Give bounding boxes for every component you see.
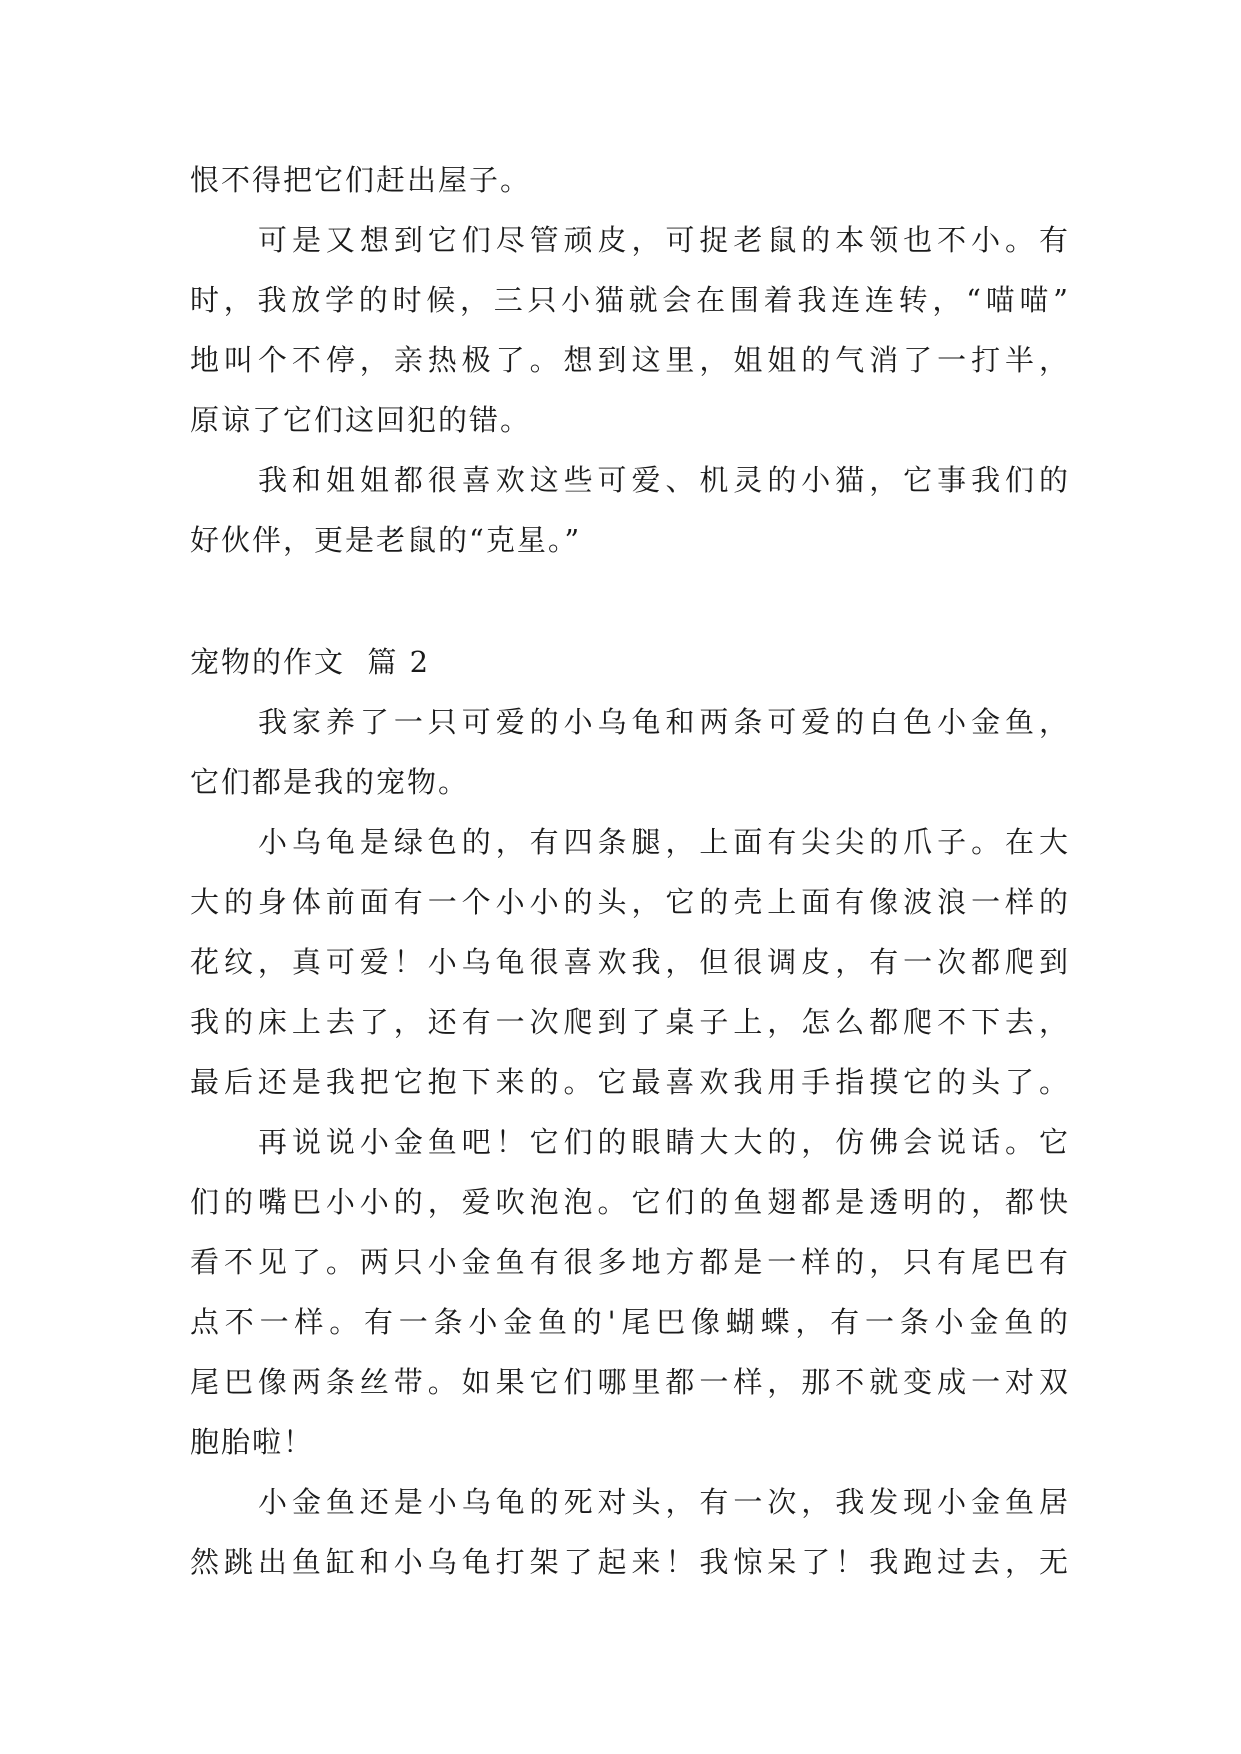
text-line: 地叫个不停，亲热极了。想到这里，姐姐的气消了一打半， [190, 343, 1070, 377]
text-line: 看不见了。两只小金鱼有很多地方都是一样的，只有尾巴有 [190, 1245, 1070, 1279]
text-line: 小金鱼还是小乌龟的死对头，有一次，我发现小金鱼居 [258, 1485, 1070, 1519]
text-line: 可是又想到它们尽管顽皮，可捉老鼠的本领也不小。有 [258, 223, 1070, 257]
text-line: 再说说小金鱼吧！它们的眼睛大大的，仿佛会说话。它 [258, 1125, 1070, 1159]
text-line: 小乌龟是绿色的，有四条腿，上面有尖尖的爪子。在大 [258, 825, 1070, 859]
text-line: 点不一样。有一条小金鱼的'尾巴像蝴蝶，有一条小金鱼的 [190, 1305, 1070, 1339]
text-line: 好伙伴，更是老鼠的“克星。” [190, 523, 582, 557]
text-line: 花纹，真可爱！小乌龟很喜欢我，但很调皮，有一次都爬到 [190, 945, 1070, 979]
text-line: 们的嘴巴小小的，爱吹泡泡。它们的鱼翅都是透明的，都快 [190, 1185, 1070, 1219]
text-line: 我和姐姐都很喜欢这些可爱、机灵的小猫，它事我们的 [258, 463, 1070, 497]
text-line: 然跳出鱼缸和小乌龟打架了起来！我惊呆了！我跑过去，无 [190, 1545, 1070, 1579]
text-line: 我的床上去了，还有一次爬到了桌子上，怎么都爬不下去， [190, 1005, 1070, 1039]
text-line: 恨不得把它们赶出屋子。 [190, 163, 532, 197]
text-line: 我家养了一只可爱的小乌龟和两条可爱的白色小金鱼， [258, 705, 1070, 739]
text-line: 胞胎啦！ [190, 1425, 315, 1459]
section-heading: 宠物的作文 篇 2 [190, 645, 431, 679]
document-page [190, 150, 1070, 1592]
paragraph [190, 450, 1070, 570]
text-line: 尾巴像两条丝带。如果它们哪里都一样，那不就变成一对双 [190, 1365, 1070, 1399]
paragraph [190, 1112, 1070, 1472]
text-line: 它们都是我的宠物。 [190, 765, 470, 799]
text-line: 最后还是我把它抱下来的。它最喜欢我用手指摸它的头了。 [190, 1065, 1070, 1099]
paragraph [190, 210, 1070, 450]
paragraph [190, 812, 1070, 1112]
text-line: 时，我放学的时候，三只小猫就会在围着我连连转，“喵喵” [190, 283, 1070, 317]
text-line: 大的身体前面有一个小小的头，它的壳上面有像波浪一样的 [190, 885, 1070, 919]
text-line: 原谅了它们这回犯的错。 [190, 403, 532, 437]
paragraph [190, 1472, 1070, 1592]
section-gap [190, 570, 1070, 632]
paragraph [190, 692, 1070, 812]
paragraph-continuation [190, 150, 1070, 210]
